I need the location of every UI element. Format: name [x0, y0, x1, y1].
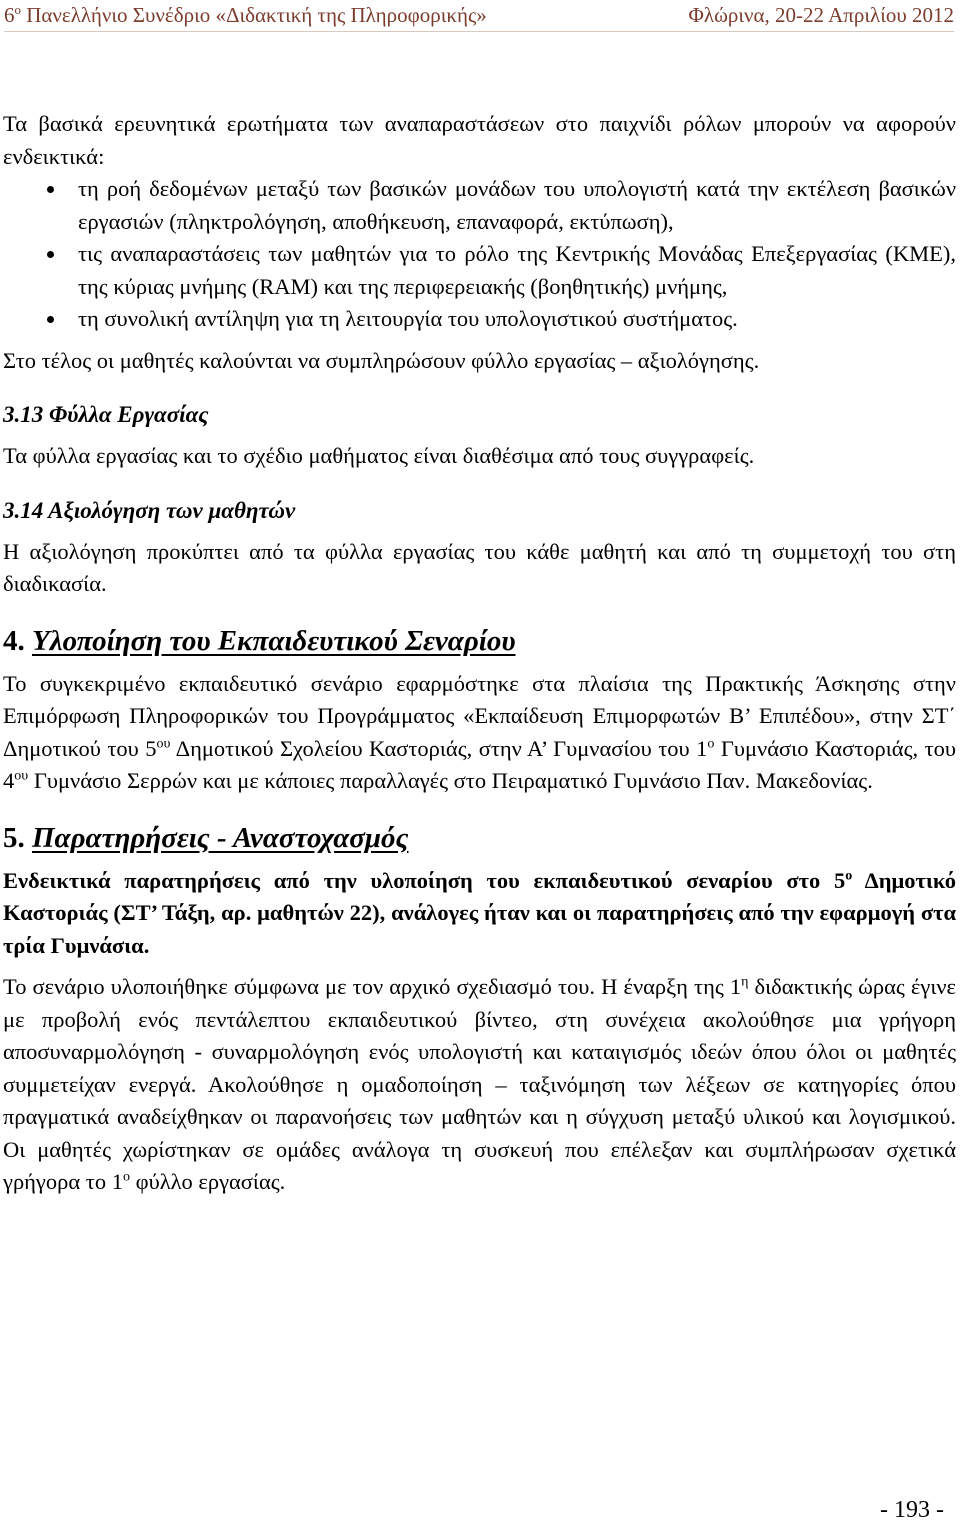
research-questions-list: [3, 173, 956, 336]
page-number: - 193 -: [880, 1497, 944, 1523]
intro-paragraph: Τα βασικά ερευνητικά ερωτήματα των αναπαραστάσεων στο παιχνίδι ρόλων μπορούν να αφορούν ενδεικτικά:: [3, 111, 956, 169]
section-5-bold-paragraph: Ενδεικτικά παρατηρήσεις από την υλοποίηση του εκπαιδευτικού σεναρίου στο $5^o$ Δημοτικό Καστοριάς (ΣΤ’ Τάξη, αρ. μαθητών 22), ανάλογες ήταν και οι παρατηρήσεις από την εφαρμογή στα τρία Γυμνάσια.: [3, 867, 956, 958]
section-5-heading: 5. Παρατηρήσεις - Αναστοχασμός: [3, 821, 409, 854]
list-item: τη συνολική αντίληψη για τη λειτουργία του υπολογιστικού συστήματος.: [3, 303, 956, 336]
section-3-14-text: Η αξιολόγηση προκύπτει από τα φύλλα εργασίας του κάθε μαθητή και από τη συμμετοχή του στη διαδικασία.: [3, 538, 956, 596]
section-3-13-text: Τα φύλλα εργασίας και το σχέδιο μαθήματος είναι διαθέσιμα από τους συγγραφείς.: [3, 443, 755, 468]
bullet-icon: [47, 186, 54, 193]
page-body: [3, 108, 956, 1199]
intro-closing: Στο τέλος οι μαθητές καλούνται να συμπληρώσουν φύλλο εργασίας – αξιολόγησης.: [3, 347, 760, 373]
page-header: [4, 2, 954, 32]
bullet-icon: [47, 251, 54, 258]
section-3-14-heading: 3.14 Αξιολόγηση των μαθητών: [3, 497, 296, 523]
list-item: τη ροή δεδομένων μεταξύ των βασικών μονάδων του υπολογιστή κατά την εκτέλεση βασικών εργασιών (πληκτρολόγηση, αποθήκευση, επαναφορά, εκτύπωση),: [3, 173, 956, 238]
list-item: τις αναπαραστάσεις των μαθητών για το ρόλο της Κεντρικής Μονάδας Επεξεργασίας (ΚΜΕ), της κύριας μνήμης (RAM) και της περιφερειακής (βοηθητικής) μνήμης,: [3, 238, 956, 303]
bullet-icon: [47, 316, 54, 323]
conference-place-date: Φλώρινα, 20-22 Απριλίου 2012: [688, 3, 954, 27]
section-5-text: Το σενάριο υλοποιήθηκε σύμφωνα με τον αρχικό σχεδιασμό του. Η έναρξη της $1^\eta$ διδακτικής ώρας έγινε με προβολή ενός πεντάλεπτου εκπαιδευτικού βίντεο, στη συνέχεια ακολούθησε μια γρήγορη αποσυναρμολόγηση - συναρμολόγηση ενός υπολογιστή και καταιγισμός ιδεών όπου όλοι οι μαθητές συμμετείχαν ενεργά. Ακολούθησε η ομαδοποίηση – ταξινόμηση των λέξεων σε κατηγορίες όπου πραγματικά αναδείχθηκαν οι παρανοήσεις των μαθητών και η σύγχυση μεταξύ υλικού και λογισμικού. Οι μαθητές χωρίστηκαν σε ομάδες ανάλογα τη συσκευή που επέλεξαν και συμπλήρωσαν σχετικά γρήγορα το $1^o$ φύλλο εργασίας.: [3, 974, 957, 1194]
section-3-13-heading: 3.13 Φύλλα Εργασίας: [3, 402, 209, 427]
section-4-text: Το συγκεκριμένο εκπαιδευτικό σενάριο εφαρμόστηκε στα πλαίσια της Πρακτικής Άσκησης στην Επιμόρφωση Πληροφορικών του Προγράμματος «Εκπαίδευση Επιμορφωτών Β’ Επιπέδου», στην ΣΤ΄ Δημοτικού του $5^{o\upsilon}$ Δημοτικού Σχολείου Καστοριάς, στην Α’ Γυμνασίου του $1^o$ Γυμνάσιο Καστοριάς, του $4^{o\upsilon}$ Γυμνάσιο Σερρών και με κάποιες παραλλαγές στο Πειραματικό Γυμνάσιο Παν. Μακεδονίας.: [3, 670, 957, 793]
conference-title: $6^o$ Πανελλήνιο Συνέδριο «Διδακτική της Πληροφορικής»: [4, 2, 487, 27]
section-4-heading: 4. Υλοποίηση του Εκπαιδευτικού Σεναρίου: [3, 624, 516, 657]
